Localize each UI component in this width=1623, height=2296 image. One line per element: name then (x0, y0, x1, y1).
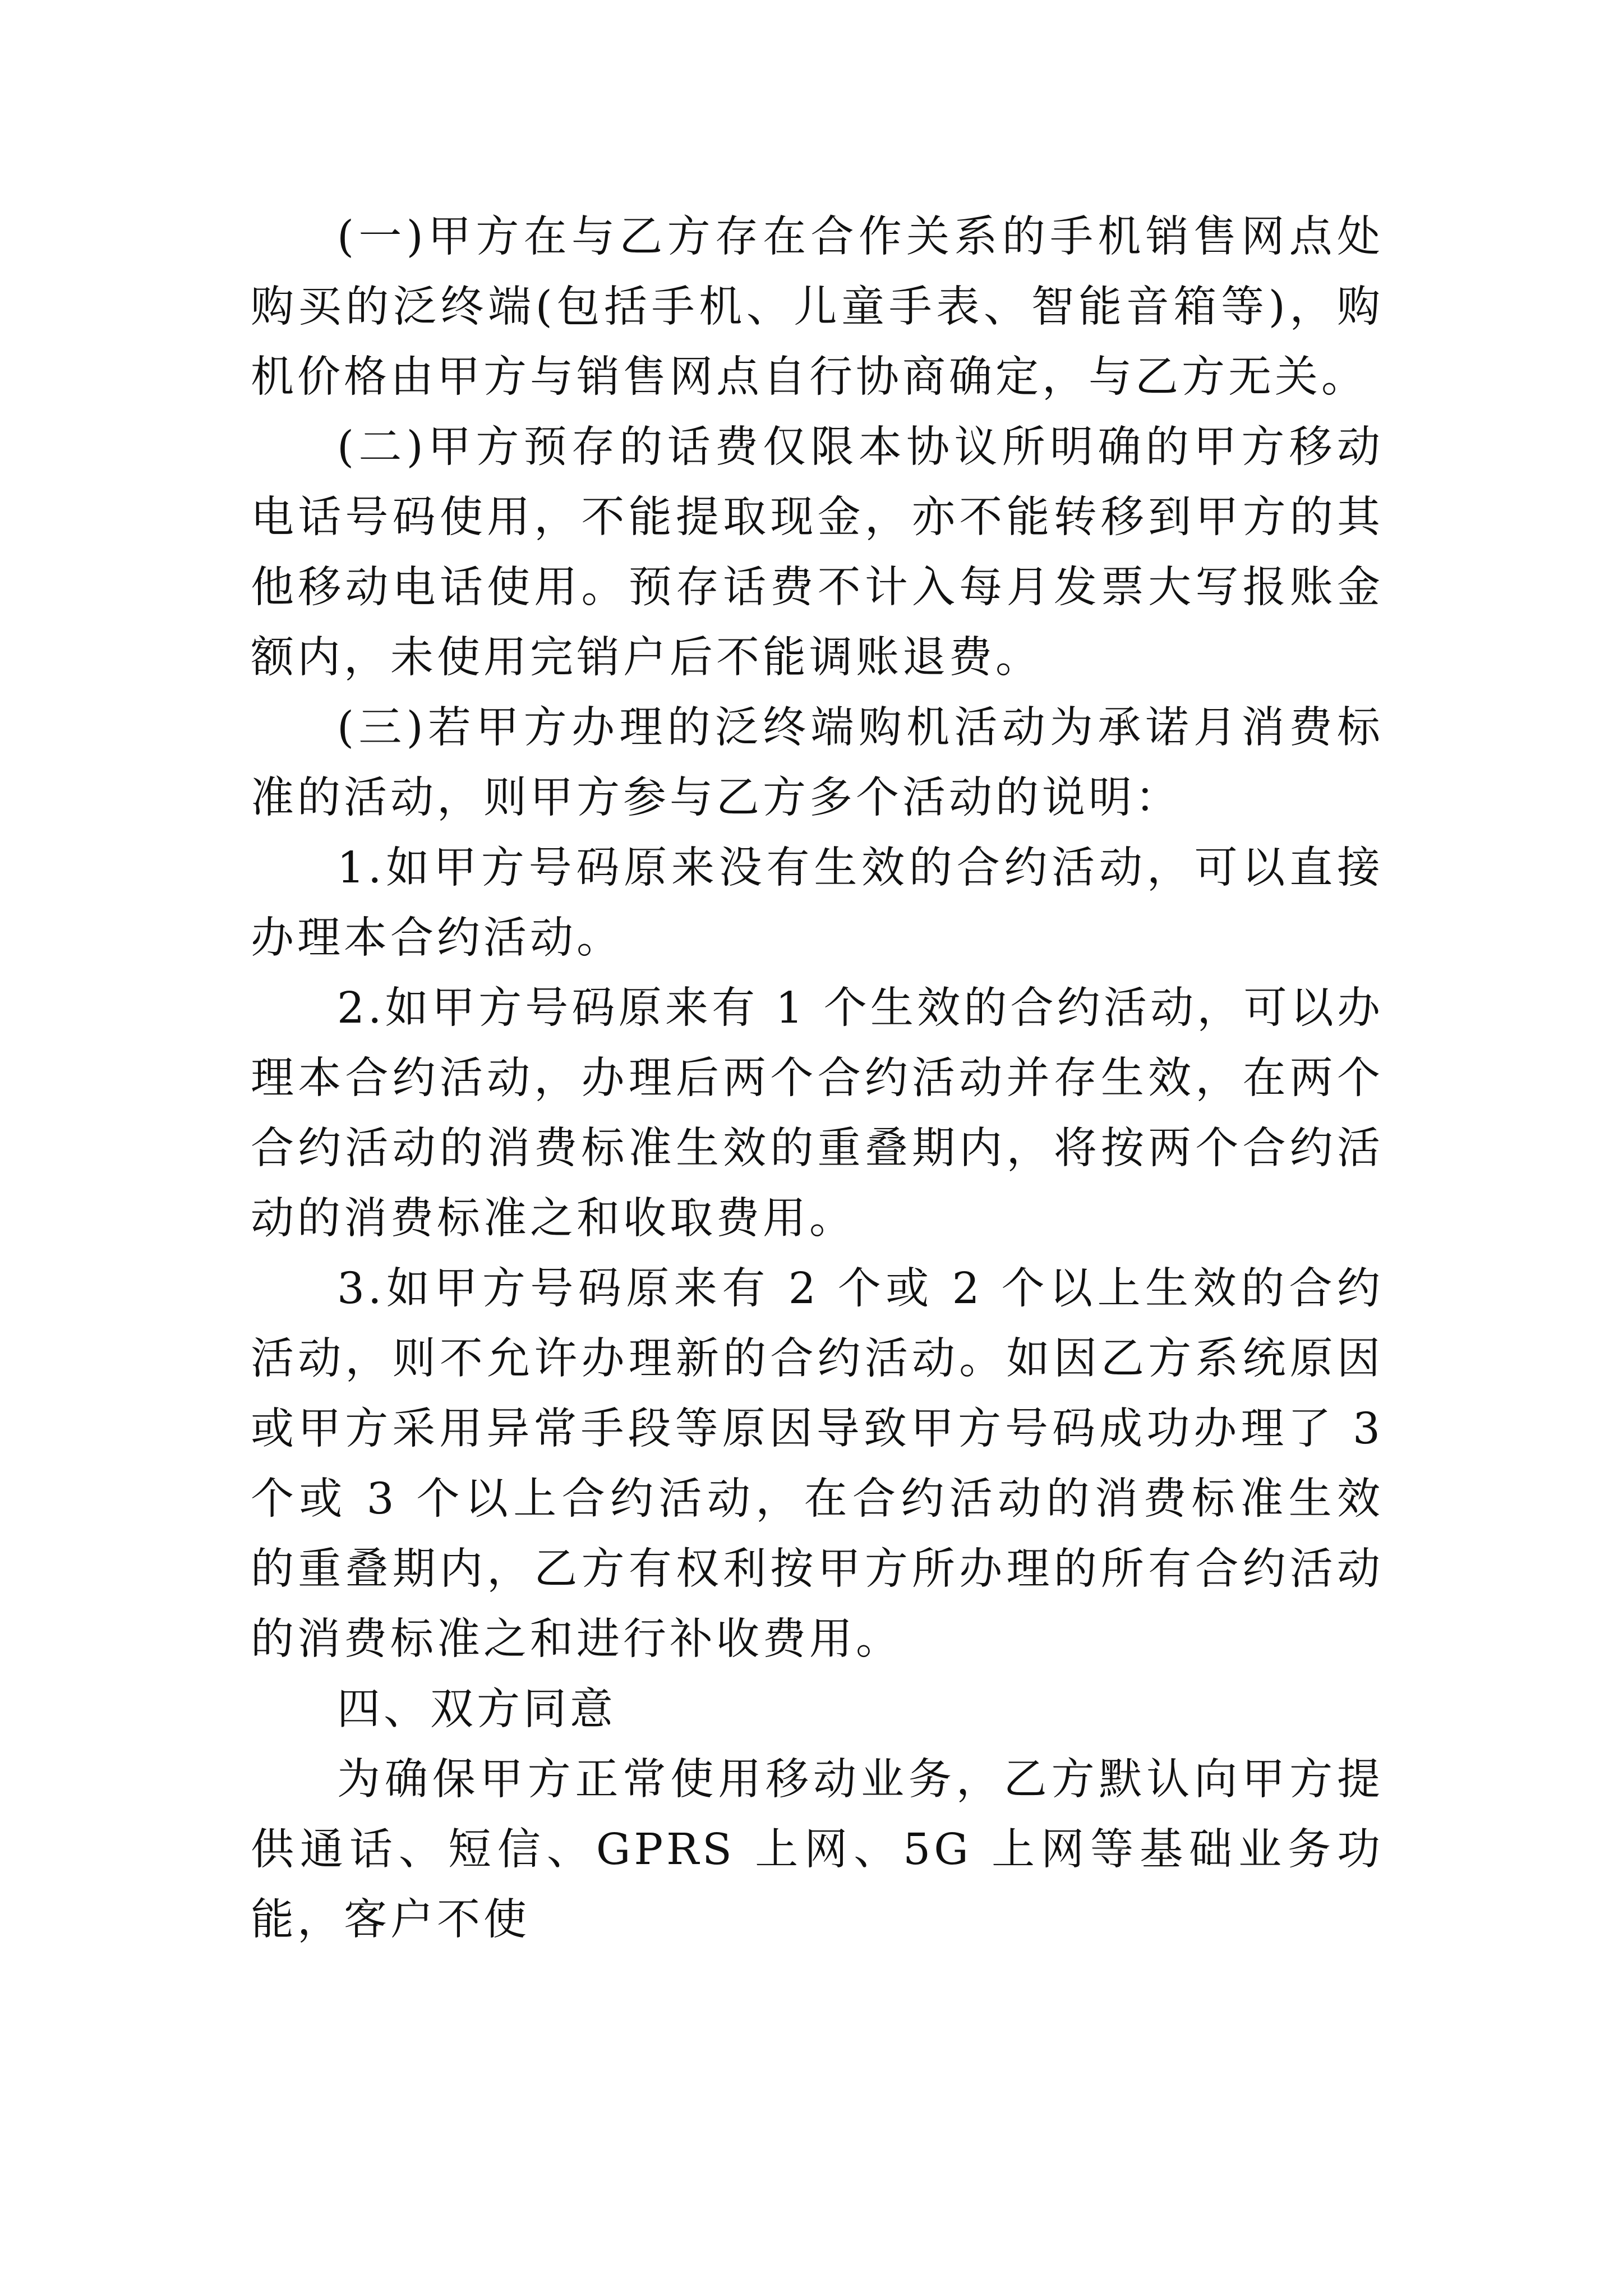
clause-3-multiple-activities: (三)若甲方办理的泛终端购机活动为承诺月消费标准的活动，则甲方参与乙方多个活动的说明： (251, 703, 1384, 823)
clause-3-item-1: 1.如甲方号码原来没有生效的合约活动，可以直接办理本合约活动。 (251, 843, 1384, 963)
clause-2-prepaid-fee: (二)甲方预存的话费仅限本协议所明确的甲方移动电话号码使用，不能提取现金，亦不能转移到甲方的其他移动电话使用。预存话费不计入每月发票大写报账金额内，未使用完销户后不能调账退费。 (251, 422, 1384, 683)
clause-1-purchase: (一)甲方在与乙方存在合作关系的手机销售网点处购买的泛终端(包括手机、儿童手表、智能音箱等)，购机价格由甲方与销售网点自行协商确定，与乙方无关。 (251, 212, 1384, 402)
clause-3-item-3: 3.如甲方号码原来有 2 个或 2 个以上生效的合约活动，则不允许办理新的合约活动。如因乙方系统原因或甲方采用异常手段等原因导致甲方号码成功办理了 3 个或 3 个以上合约活动，在合约活动的消费标准生效的重叠期内，乙方有权利按甲方所办理的所有合约活动的消费标准之和进行补收费用。 (251, 1264, 1384, 1664)
section-4-heading: 四、双方同意 (337, 1685, 616, 1734)
clause-3-item-2: 2.如甲方号码原来有 1 个生效的合约活动，可以办理本合约活动，办理后两个合约活动并存生效，在两个合约活动的消费标准生效的重叠期内，将按两个合约活动的消费标准之和收取费用。 (251, 983, 1384, 1244)
document-body (251, 202, 1384, 1955)
section-4-paragraph: 为确保甲方正常使用移动业务，乙方默认向甲方提供通话、短信、GPRS 上网、5G 上网等基础业务功能，客户不使 (251, 1755, 1384, 1945)
